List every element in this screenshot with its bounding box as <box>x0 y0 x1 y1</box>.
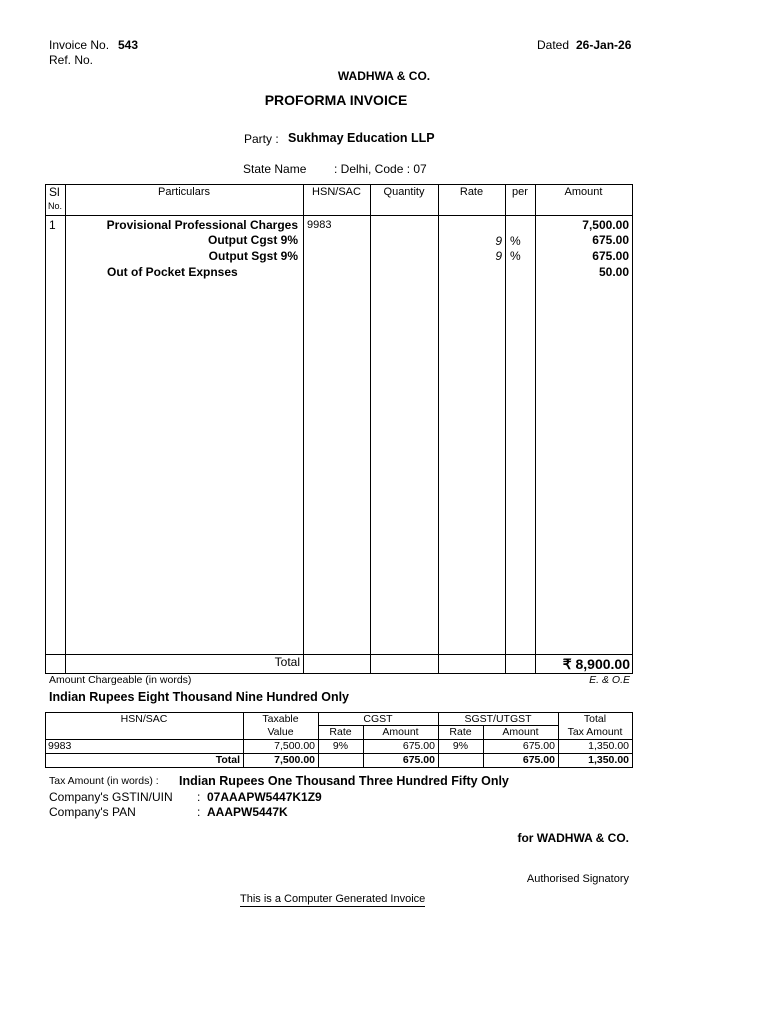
tax-header-sgst-amount: Amount <box>502 726 539 738</box>
dated-label: Dated <box>537 38 570 52</box>
header-hsn: HSN/SAC <box>312 186 361 198</box>
item-particulars: Output Sgst 9% <box>208 249 298 263</box>
item-rate: 9 <box>495 249 502 263</box>
item-per: % <box>510 249 521 263</box>
item-hsn: 9983 <box>307 219 332 231</box>
item-amount: 7,500.00 <box>582 218 629 232</box>
tax-header-taxable: Taxable <box>262 713 299 725</box>
authorised-signatory: Authorised Signatory <box>526 873 629 885</box>
tax-header-total: Total <box>583 713 607 725</box>
tax-header-sgst: SGST/UTGST <box>464 713 532 725</box>
amount-words-value: Indian Rupees Eight Thousand Nine Hundred Only <box>49 690 350 704</box>
tax-header-cgst: CGST <box>363 713 393 725</box>
items-total-amount: ₹ 8,900.00 <box>562 656 630 672</box>
item-amount: 675.00 <box>592 249 629 263</box>
header-amount: Amount <box>564 186 603 198</box>
dated-value: 26-Jan-26 <box>576 38 632 52</box>
header-rate: Rate <box>459 186 484 198</box>
invoice-no: 543 <box>118 38 139 52</box>
invoice-no-label: Invoice No. <box>49 38 110 52</box>
item-particulars: Out of Pocket Expnses <box>107 265 238 279</box>
tax-words-value: Indian Rupees One Thousand Three Hundred Fifty Only <box>179 774 509 788</box>
tax-header-sgst-rate: Rate <box>449 726 472 738</box>
tax-header-cgst-rate: Rate <box>329 726 352 738</box>
computer-generated-note: This is a Computer Generated Invoice <box>240 893 426 905</box>
amount-words-label: Amount Chargeable (in words) <box>49 674 192 686</box>
gstin-value: 07AAAPW5447K1Z9 <box>207 790 322 804</box>
tax-words-label: Tax Amount (in words) : <box>49 775 159 787</box>
tax-header-cgst-amount: Amount <box>382 726 419 738</box>
header-no: No. <box>48 201 63 211</box>
tax-row-taxable: 7,500.00 <box>274 740 315 752</box>
for-company: for WADHWA & CO. <box>517 831 629 845</box>
tax-header-tax-amount: Tax Amount <box>567 726 623 738</box>
tax-row-cgst-amount: 675.00 <box>402 740 435 752</box>
party-label: Party : <box>244 132 279 146</box>
state-value: : Delhi, Code : 07 <box>334 162 427 176</box>
tax-row-hsn: 9983 <box>48 740 72 752</box>
pan-label: Company's PAN <box>49 805 136 819</box>
item-per: % <box>510 234 521 248</box>
state-label: State Name <box>243 162 307 176</box>
tax-row-cgst-rate: 9% <box>332 740 349 752</box>
tax-total-sgst-amount: 675.00 <box>522 754 555 766</box>
gstin-colon: : <box>197 790 201 804</box>
item-particulars: Provisional Professional Charges <box>106 218 298 232</box>
ref-no-label: Ref. No. <box>49 53 94 67</box>
tax-total-total: 1,350.00 <box>588 754 629 766</box>
tax-header-hsn: HSN/SAC <box>120 713 168 725</box>
item-amount: 675.00 <box>592 233 629 247</box>
pan-value: AAAPW5447K <box>207 805 288 819</box>
tax-header-value: Value <box>267 726 294 738</box>
pan-colon: : <box>197 805 201 819</box>
item-sl: 1 <box>49 218 56 232</box>
header-per: per <box>512 186 528 198</box>
tax-row-sgst-amount: 675.00 <box>522 740 555 752</box>
header-particulars: Particulars <box>158 186 210 198</box>
document-title: PROFORMA INVOICE <box>264 92 408 108</box>
tax-row-sgst-rate: 9% <box>452 740 469 752</box>
item-rate: 9 <box>495 234 502 248</box>
company-name: WADHWA & CO. <box>337 69 431 83</box>
item-particulars: Output Cgst 9% <box>208 233 298 247</box>
gstin-label: Company's GSTIN/UIN <box>49 790 173 804</box>
tax-total-taxable: 7,500.00 <box>274 754 315 766</box>
party-name: Sukhmay Education LLP <box>288 131 435 145</box>
eoe-label: E. & O.E <box>589 674 630 686</box>
tax-row-total: 1,350.00 <box>588 740 629 752</box>
header-quantity: Quantity <box>383 186 425 198</box>
tax-total-cgst-amount: 675.00 <box>402 754 435 766</box>
items-total-label: Total <box>274 655 300 669</box>
tax-total-label: Total <box>215 754 240 766</box>
item-amount: 50.00 <box>598 265 629 279</box>
header-sl: Sl <box>49 185 60 199</box>
